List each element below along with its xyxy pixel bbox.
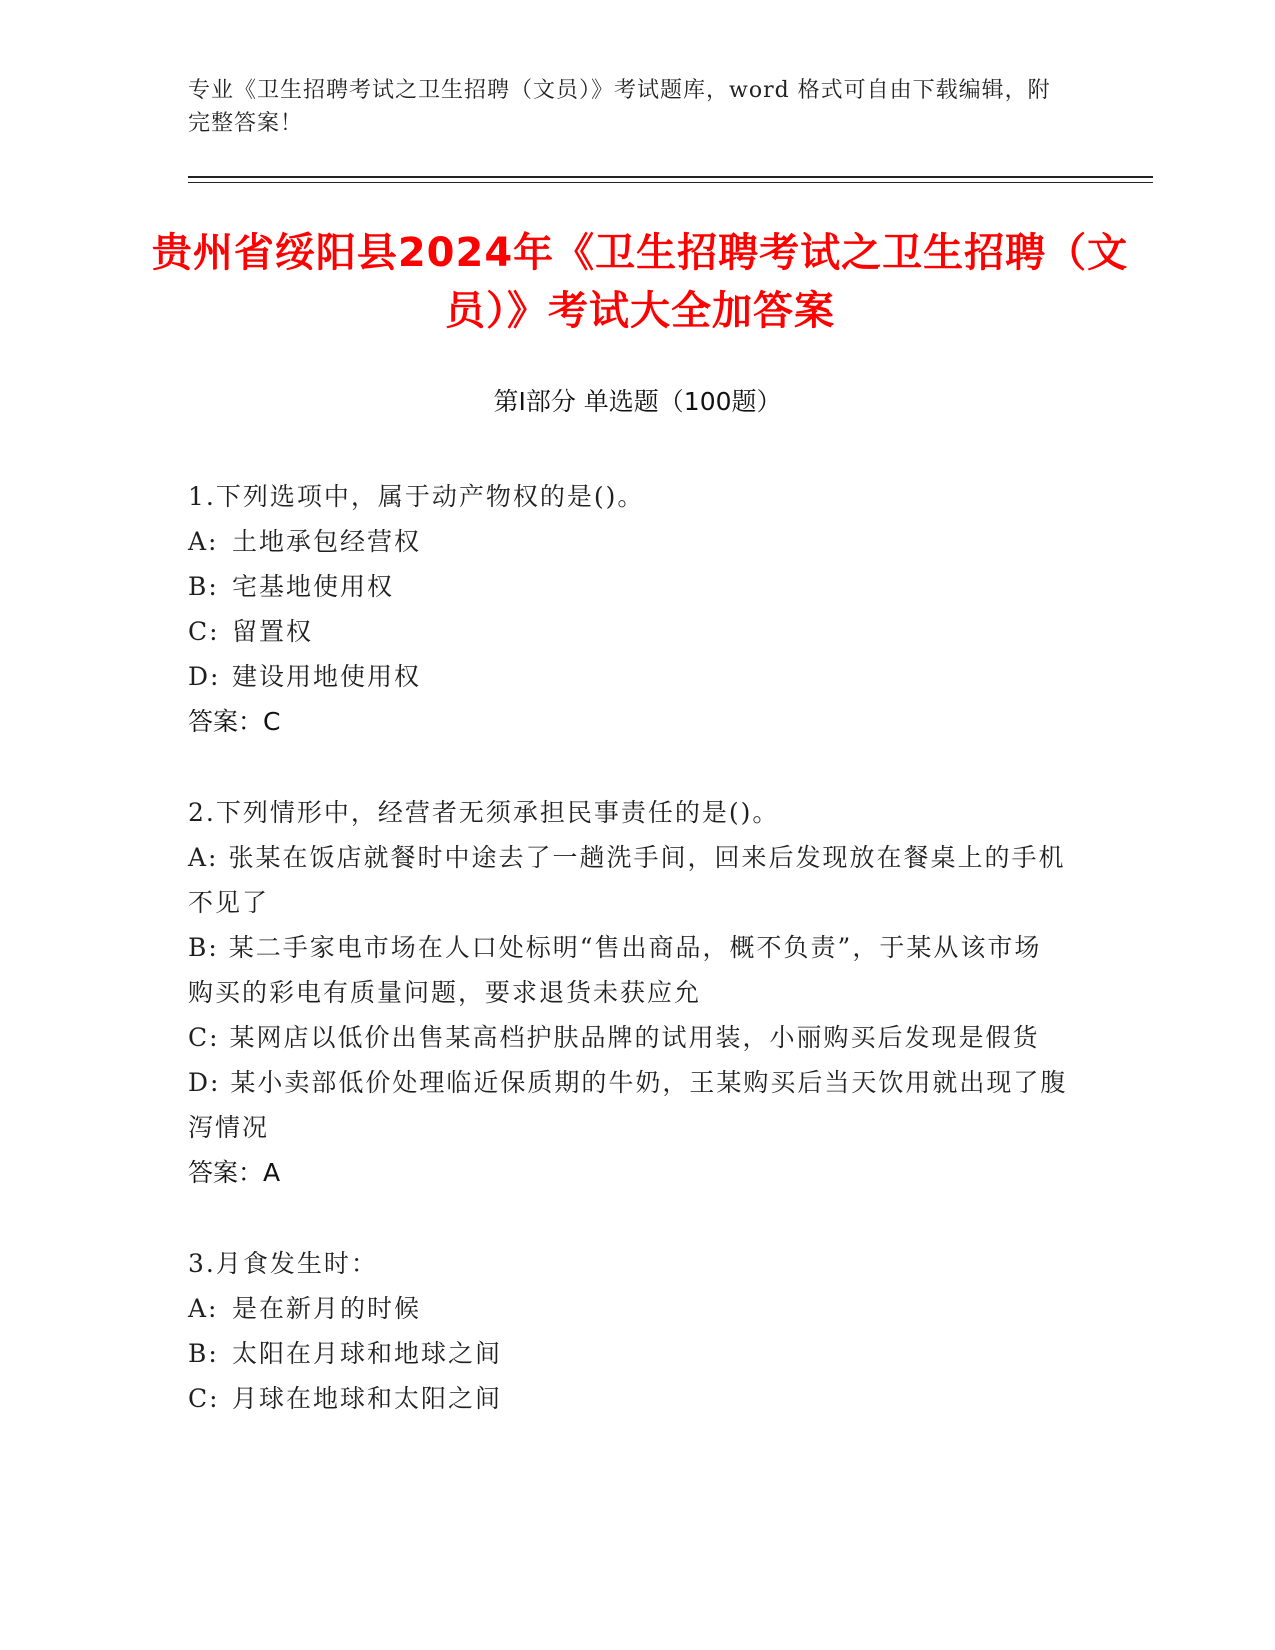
option-d <box>188 1060 1068 1150</box>
option-c <box>188 1015 1068 1060</box>
option-letter: A: <box>188 843 219 872</box>
option-a <box>188 519 1068 564</box>
option-text: 某二手家电市场在人口处标明“售出商品，概不负责”，于某从该市场购买的彩电有质量问题，要求退货未获应允 <box>188 933 1042 1007</box>
question-2 <box>188 790 1068 1195</box>
option-text: 留置权 <box>232 617 314 646</box>
option-letter: B: <box>188 933 219 962</box>
option-text: 宅基地使用权 <box>232 572 395 601</box>
option-text: 月球在地球和太阳之间 <box>232 1384 503 1413</box>
header-note: 专业《卫生招聘考试之卫生招聘（文员）》考试题库，word 格式可自由下载编辑，附完整答案！ <box>188 78 1051 136</box>
option-c <box>188 609 1068 654</box>
option-letter: B: <box>188 572 219 601</box>
option-spacer <box>220 1023 230 1052</box>
option-b <box>188 564 1068 609</box>
option-a <box>188 1286 1068 1331</box>
option-letter: C: <box>188 617 220 646</box>
question-stem: 2.下列情形中，经营者无须承担民事责任的是()。 <box>188 798 780 827</box>
header-divider-thick <box>188 176 1153 178</box>
option-b <box>188 1331 1068 1376</box>
option-b <box>188 925 1068 1015</box>
option-letter: C: <box>188 1023 220 1052</box>
option-c <box>188 1376 1068 1421</box>
option-letter: A: <box>188 1294 219 1323</box>
option-text: 某小卖部低价处理临近保质期的牛奶，王某购买后当天饮用就出现了腹泻情况 <box>188 1068 1068 1142</box>
option-d <box>188 654 1068 699</box>
answer-line: 答案：C <box>188 707 281 736</box>
option-letter: A: <box>188 527 219 556</box>
question-list <box>188 474 1068 1467</box>
option-text: 某网店以低价出售某高档护肤品牌的试用装，小丽购买后发现是假货 <box>229 1023 1040 1052</box>
option-spacer <box>220 1068 230 1097</box>
option-letter: B: <box>188 1339 219 1368</box>
answer-line: 答案：A <box>188 1158 281 1187</box>
option-text: 建设用地使用权 <box>232 662 422 691</box>
option-text: 是在新月的时候 <box>232 1294 422 1323</box>
question-stem: 1.下列选项中，属于动产物权的是()。 <box>188 482 645 511</box>
option-a <box>188 835 1068 925</box>
option-spacer <box>219 933 229 962</box>
option-text: 太阳在月球和地球之间 <box>232 1339 503 1368</box>
question-stem: 3.月食发生时： <box>188 1249 378 1278</box>
question-1 <box>188 474 1068 744</box>
question-3 <box>188 1241 1068 1421</box>
option-spacer <box>218 843 228 872</box>
option-letter: D: <box>188 1068 221 1097</box>
option-text: 张某在饭店就餐时中途去了一趟洗手间，回来后发现放在餐桌上的手机不见了 <box>188 843 1066 917</box>
option-text: 土地承包经营权 <box>232 527 422 556</box>
option-letter: C: <box>188 1384 220 1413</box>
header-divider-thin <box>188 182 1153 183</box>
section-title: 第Ⅰ部分 单选题（100题） <box>493 387 782 416</box>
document-title: 贵州省绥阳县2024年《卫生招聘考试之卫生招聘（文员）》考试大全加答案 <box>151 230 1129 334</box>
option-letter: D: <box>188 662 221 691</box>
